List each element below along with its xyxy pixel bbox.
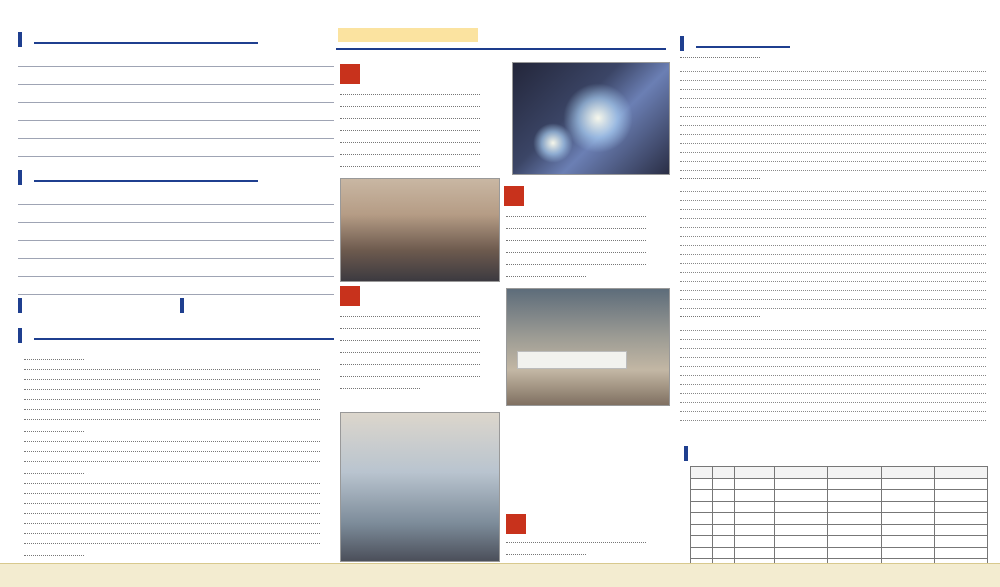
child-dept-item: [506, 222, 672, 234]
roster-cell: [691, 490, 713, 502]
roster-cell: [713, 524, 735, 536]
friday-prayer: [18, 298, 32, 313]
youth-dept-item-line: [340, 325, 480, 329]
wednesday-order-content: [92, 276, 252, 294]
wednesday-order-row: [18, 276, 334, 294]
offering-names-line: [24, 386, 320, 390]
wednesday-order-person: [252, 240, 334, 258]
roster-cell: [934, 501, 987, 513]
sunday-order-person: [252, 84, 334, 102]
offering-names-line: [24, 490, 320, 494]
youth-dept-item: [340, 382, 506, 394]
sunday-order-item: [18, 66, 92, 84]
sunday-order-row: [18, 138, 334, 156]
roster-header-cell: [775, 467, 828, 479]
roster-cell: [881, 501, 934, 513]
roster-header-cell: [691, 467, 713, 479]
offering-list: [24, 352, 328, 587]
roster-header-cell: [713, 467, 735, 479]
offering-names-line: [24, 458, 320, 462]
sunday-order-person: [252, 66, 334, 84]
offering-names-line: [24, 376, 320, 380]
wednesday-order-row: [18, 186, 334, 204]
roster-header-cell: [735, 467, 775, 479]
sermon-text-line: [680, 153, 986, 162]
wednesday-order-item: [18, 276, 92, 294]
sunday-worship-heading: [18, 30, 258, 48]
roster-cell: [775, 490, 828, 502]
youth-dept-item-line: [340, 349, 480, 353]
child-dept-item: [506, 234, 672, 246]
light-glow: [533, 123, 573, 163]
offering-names: [24, 414, 328, 424]
sunday-order-content: [92, 48, 252, 66]
sermon-section-heading: [680, 312, 986, 322]
sermon-text-line: [680, 349, 986, 358]
roster-cell: [691, 524, 713, 536]
sunday-order-content: [92, 138, 252, 156]
offering-names: [24, 456, 328, 466]
sunday-order-content: [92, 84, 252, 102]
infant-dept-tag: [340, 64, 360, 84]
sermon-text-line: [680, 367, 986, 376]
sermon-text-line: [680, 201, 986, 210]
college-dept-item-line: [506, 539, 646, 543]
offering-names-line: [24, 520, 320, 524]
youth-dept-item-line: [340, 373, 480, 377]
child-dept-item-line: [506, 237, 646, 241]
roster-cell: [828, 536, 881, 548]
child-dept-item-line: [506, 213, 646, 217]
child-dept-item-line: [506, 249, 646, 253]
offering-category: [24, 354, 328, 364]
sermon-text-line: [680, 273, 986, 282]
section-marker: [684, 446, 688, 461]
sermon-text-line: [680, 81, 986, 90]
sunday-order-content: [92, 102, 252, 120]
sermon-heading-line: [680, 313, 760, 317]
infant-dept-item-line: [340, 91, 480, 95]
roster-row: [691, 490, 988, 502]
sermon-body: [680, 50, 986, 423]
sunday-order-person: [252, 120, 334, 138]
roster-cell: [735, 513, 775, 525]
sermon-paragraph: [680, 183, 986, 309]
offering-category-line: [24, 356, 84, 360]
offering-names: [24, 446, 328, 456]
sermon-text-line: [680, 246, 986, 255]
sermon-text-line: [680, 322, 986, 331]
roster-row: [691, 501, 988, 513]
sermon-text-line: [680, 63, 986, 72]
sermon-text-line: [680, 183, 986, 192]
offering-names-line: [24, 396, 320, 400]
roster-cell: [735, 547, 775, 559]
infant-dept-item-line: [340, 151, 480, 155]
sunday-order-content: [92, 120, 252, 138]
wednesday-order-person: [252, 276, 334, 294]
child-dept-item: [506, 270, 672, 282]
child-dept-item-line: [506, 225, 646, 229]
youth-dept-item: [340, 334, 506, 346]
roster-row: [691, 524, 988, 536]
footer-bar: [0, 563, 1000, 587]
sermon-text-line: [680, 255, 986, 264]
infant-dept-item-line: [340, 163, 480, 167]
roster-cell: [735, 524, 775, 536]
offering-category: [24, 550, 328, 560]
roster-cell: [828, 478, 881, 490]
sermon-text-line: [680, 126, 986, 135]
roster-cell: [934, 536, 987, 548]
sunday-order-row: [18, 48, 334, 66]
sermon-text-line: [680, 385, 986, 394]
sunday-order-person: [252, 48, 334, 66]
wednesday-order-item: [18, 240, 92, 258]
infant-dept-item: [340, 100, 500, 112]
wednesday-order-item: [18, 222, 92, 240]
sunday-order-row: [18, 120, 334, 138]
sermon-text-line: [680, 72, 986, 81]
sermon-text-line: [680, 108, 986, 117]
child-dept-notes: [506, 210, 672, 282]
roster-cell: [691, 536, 713, 548]
sermon-text-line: [680, 237, 986, 246]
sermon-text-line: [680, 412, 986, 421]
offering-category-line: [24, 428, 84, 432]
youth-dept-item-line: [340, 313, 480, 317]
roster-cell: [775, 501, 828, 513]
offering-names-line: [24, 416, 320, 420]
sermon-text-line: [680, 376, 986, 385]
sermon-text-line: [680, 394, 986, 403]
offering-names: [24, 478, 328, 488]
roster-cell: [713, 501, 735, 513]
offering-names: [24, 374, 328, 384]
sunday-order-person: [252, 102, 334, 120]
roster-cell: [934, 524, 987, 536]
section-marker: [18, 32, 22, 47]
wednesday-order-row: [18, 222, 334, 240]
sermon-text-line: [680, 90, 986, 99]
roster-cell: [735, 501, 775, 513]
roster-cell: [881, 490, 934, 502]
offering-names: [24, 394, 328, 404]
sermon-text-line: [680, 219, 986, 228]
youth-dept-item: [340, 346, 506, 358]
sunday-order-item: [18, 84, 92, 102]
child-dept-item: [506, 246, 672, 258]
roster-row: [691, 547, 988, 559]
sunday-order-item: [18, 102, 92, 120]
section-rule: [696, 46, 790, 48]
offering-category: [24, 468, 328, 478]
sunday-order-item: [18, 138, 92, 156]
child-dept-item: [506, 210, 672, 222]
roster-cell: [775, 513, 828, 525]
sunday-order-row: [18, 102, 334, 120]
roster-cell: [735, 536, 775, 548]
roster-cell: [775, 524, 828, 536]
offering-names-line: [24, 406, 320, 410]
youth-dept-tag: [340, 286, 360, 306]
offering-names-line: [24, 448, 320, 452]
offering-names: [24, 488, 328, 498]
offering-category: [24, 426, 328, 436]
sermon-text-line: [680, 99, 986, 108]
infant-dept-notes: [340, 88, 500, 184]
infant-dept-item: [340, 124, 500, 136]
wednesday-order-person: [252, 204, 334, 222]
dawn-prayer: [180, 298, 194, 313]
college-dept-notes: [506, 536, 672, 560]
infant-dept-item-line: [340, 127, 480, 131]
section-marker: [180, 298, 184, 313]
sermon-text-line: [680, 135, 986, 144]
sunday-order-content: [92, 66, 252, 84]
wednesday-order-item: [18, 186, 92, 204]
sermon-text-line: [680, 264, 986, 273]
wednesday-order-person: [252, 258, 334, 276]
offering-names-line: [24, 366, 320, 370]
offering-names: [24, 518, 328, 528]
wednesday-order-person: [252, 186, 334, 204]
sermon-heading-line: [680, 175, 760, 179]
youth-dept-item-line: [340, 361, 480, 365]
offering-names: [24, 436, 328, 446]
infant-dept-list: [340, 88, 500, 184]
roster-cell: [881, 524, 934, 536]
offering-names: [24, 364, 328, 374]
sermon-text-line: [680, 144, 986, 153]
roster-cell: [881, 478, 934, 490]
offering-names: [24, 384, 328, 394]
roster-heading: [684, 444, 984, 462]
infant-dept-item: [340, 136, 500, 148]
sermon-text-line: [680, 291, 986, 300]
roster-row: [691, 536, 988, 548]
offering-names-line: [24, 438, 320, 442]
college-dept-list: [506, 536, 672, 560]
college-dept-item-line: [506, 551, 586, 555]
offering-names: [24, 538, 328, 548]
sermon-text-line: [680, 340, 986, 349]
offering-category-line: [24, 470, 84, 474]
roster-cell: [828, 524, 881, 536]
wednesday-order-content: [92, 240, 252, 258]
roster-header-row: [691, 467, 988, 479]
sermon-text-line: [680, 192, 986, 201]
infant-dept-item: [340, 112, 500, 124]
offering-names-line: [24, 540, 320, 544]
section-marker: [18, 328, 22, 343]
roster-cell: [713, 547, 735, 559]
wednesday-order-content: [92, 186, 252, 204]
offering-category-line: [24, 552, 84, 556]
youth-dept-item-line: [340, 337, 480, 341]
roster-cell: [691, 513, 713, 525]
light-glow: [563, 83, 633, 153]
youth-dept-item: [340, 310, 506, 322]
infant-dept-item: [340, 88, 500, 100]
sunday-order-person: [252, 138, 334, 156]
offering-names-line: [24, 500, 320, 504]
roster-cell: [775, 547, 828, 559]
roster-header-cell: [881, 467, 934, 479]
child-dept-item: [506, 258, 672, 270]
roster-cell: [881, 536, 934, 548]
college-dept-tag: [506, 514, 526, 534]
roster-cell: [881, 547, 934, 559]
section-rule: [34, 338, 334, 340]
wednesday-worship-heading: [18, 168, 258, 186]
offering-heading: [18, 326, 334, 344]
sunday-order-item: [18, 48, 92, 66]
sermon-paragraph: [680, 63, 986, 171]
child-dept-item-line: [506, 261, 646, 265]
sermon-text-line: [680, 228, 986, 237]
youth-dept-item-line: [340, 385, 420, 389]
sunday-order-row: [18, 84, 334, 102]
section-rule: [34, 180, 258, 182]
roster-header-cell: [934, 467, 987, 479]
roster-cell: [934, 513, 987, 525]
sermon-text-line: [680, 117, 986, 126]
wednesday-order-person: [252, 222, 334, 240]
roster-cell: [713, 536, 735, 548]
sermon-text-line: [680, 403, 986, 412]
infant-dept-item: [340, 148, 500, 160]
sunday-order-row: [18, 66, 334, 84]
child-dept-tag: [504, 186, 524, 206]
infant-photo: [512, 62, 670, 175]
roster-cell: [934, 490, 987, 502]
college-dept-item: [506, 536, 672, 548]
child-dept-photo: [340, 178, 500, 282]
roster-cell: [713, 478, 735, 490]
wednesday-worship-time: [331, 162, 334, 173]
wednesday-order-item: [18, 204, 92, 222]
roster-cell: [775, 478, 828, 490]
wednesday-order-row: [18, 240, 334, 258]
title-highlight: [338, 28, 478, 42]
roster-row: [691, 478, 988, 490]
offering-names: [24, 508, 328, 518]
roster-cell: [828, 490, 881, 502]
infant-dept-item: [340, 160, 500, 172]
roster-cell: [691, 501, 713, 513]
sermon-text-line: [680, 358, 986, 367]
worship-column: [18, 0, 334, 560]
youth-dept-item: [340, 358, 506, 370]
wednesday-order-item: [18, 258, 92, 276]
section-marker: [18, 170, 22, 185]
sermon-section-heading: [680, 53, 986, 63]
wednesday-order-table: [18, 186, 334, 295]
wednesday-order-content: [92, 222, 252, 240]
roster-cell: [713, 490, 735, 502]
child-dept-item-line: [506, 273, 586, 277]
sermon-text-line: [680, 300, 986, 309]
sermon-section-heading: [680, 174, 986, 184]
offering-names: [24, 404, 328, 414]
sunday-order-table: [18, 48, 334, 157]
offering-names-line: [24, 480, 320, 484]
wednesday-order-content: [92, 204, 252, 222]
roster-cell: [691, 478, 713, 490]
sermon-text-line: [680, 210, 986, 219]
sunday-worship-time: [331, 24, 334, 35]
roster-header-cell: [828, 467, 881, 479]
offering-names-line: [24, 530, 320, 534]
offering-names-line: [24, 510, 320, 514]
roster-cell: [828, 501, 881, 513]
sermon-text-line: [680, 282, 986, 291]
masthead: [336, 2, 666, 52]
youth-dept-item: [340, 370, 506, 382]
roster-cell: [691, 547, 713, 559]
photo-banner: [517, 351, 627, 369]
section-rule: [34, 42, 258, 44]
masthead-rule: [336, 48, 666, 50]
section-marker: [18, 298, 22, 313]
roster-cell: [934, 478, 987, 490]
roster-row: [691, 513, 988, 525]
roster-cell: [881, 513, 934, 525]
wednesday-order-row: [18, 204, 334, 222]
section-marker: [680, 36, 684, 51]
sunday-order-item: [18, 120, 92, 138]
offering-names: [24, 528, 328, 538]
youth-dept-list: [340, 310, 506, 394]
roster-cell: [735, 490, 775, 502]
infant-dept-item-line: [340, 139, 480, 143]
wednesday-order-row: [18, 258, 334, 276]
college-dept-item: [506, 548, 672, 560]
sermon-heading-line: [680, 54, 760, 58]
roster-cell: [934, 547, 987, 559]
wednesday-order-content: [92, 258, 252, 276]
youth-dept-item: [340, 322, 506, 334]
youth-dept-photo: [506, 288, 670, 406]
sermon-text-line: [680, 162, 986, 171]
youth-dept-notes: [340, 310, 506, 394]
sermon-text-line: [680, 331, 986, 340]
sermon-paragraph: [680, 322, 986, 421]
roster-cell: [735, 478, 775, 490]
roster-table: [690, 466, 988, 571]
college-dept-photo: [340, 412, 500, 562]
offering-names: [24, 498, 328, 508]
roster-cell: [775, 536, 828, 548]
infant-dept-item-line: [340, 103, 480, 107]
roster-cell: [713, 513, 735, 525]
child-dept-list: [506, 210, 672, 282]
roster-cell: [828, 547, 881, 559]
infant-dept-item-line: [340, 115, 480, 119]
roster-cell: [828, 513, 881, 525]
